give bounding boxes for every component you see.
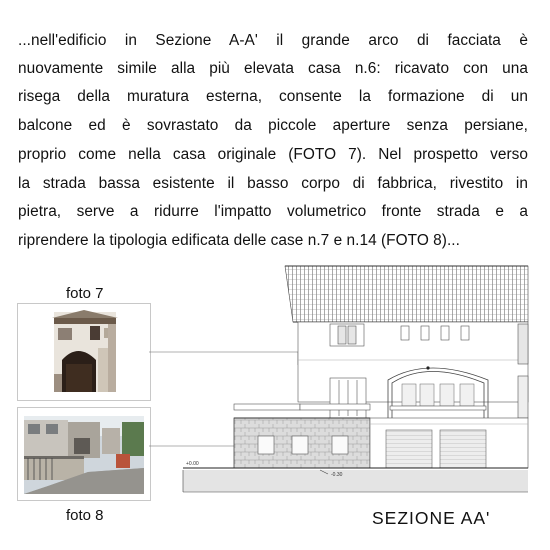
photo-7-label: foto 7 [66, 285, 104, 302]
paragraph-line: nuovamente simile alla più elevata casa n.6: ricavato con una [18, 60, 528, 77]
paragraph-line: proprio come nella casa originale (FOTO 7). Nel prospetto verso [18, 146, 528, 163]
paragraph-line: la strada bassa esistente il basso corpo di fabbrica, rivestito in [18, 175, 528, 192]
paragraph-line: balcone ed è sovrastato da piccole aperture senza persiane, [18, 117, 528, 134]
level-label-right: -0.30 [331, 472, 343, 478]
paragraph-line: riprendere la tipologia edificata delle case n.7 e n.14 (FOTO 8)... [18, 232, 460, 249]
photo-8-label: foto 8 [66, 507, 104, 524]
level-label-left: +0.00 [186, 461, 199, 467]
terrace-parapet [234, 404, 300, 410]
garage-door-right [440, 430, 486, 468]
stone-base-windows [258, 436, 348, 454]
paragraph-line: ...nell'edificio in Sezione A-A' il grande arco di facciata è [18, 32, 528, 49]
section-title: SEZIONE AA' [372, 508, 491, 528]
balcony-railing [390, 406, 486, 410]
paragraph-line: pietra, serve a ridurre l'impatto volumetrico fronte strada e a [18, 203, 528, 220]
garage-door-left [386, 430, 432, 468]
ground-hatch [183, 470, 528, 492]
roof [285, 266, 528, 322]
paragraph-line: risega della muratura esterna, consente la formazione di un [18, 88, 528, 105]
